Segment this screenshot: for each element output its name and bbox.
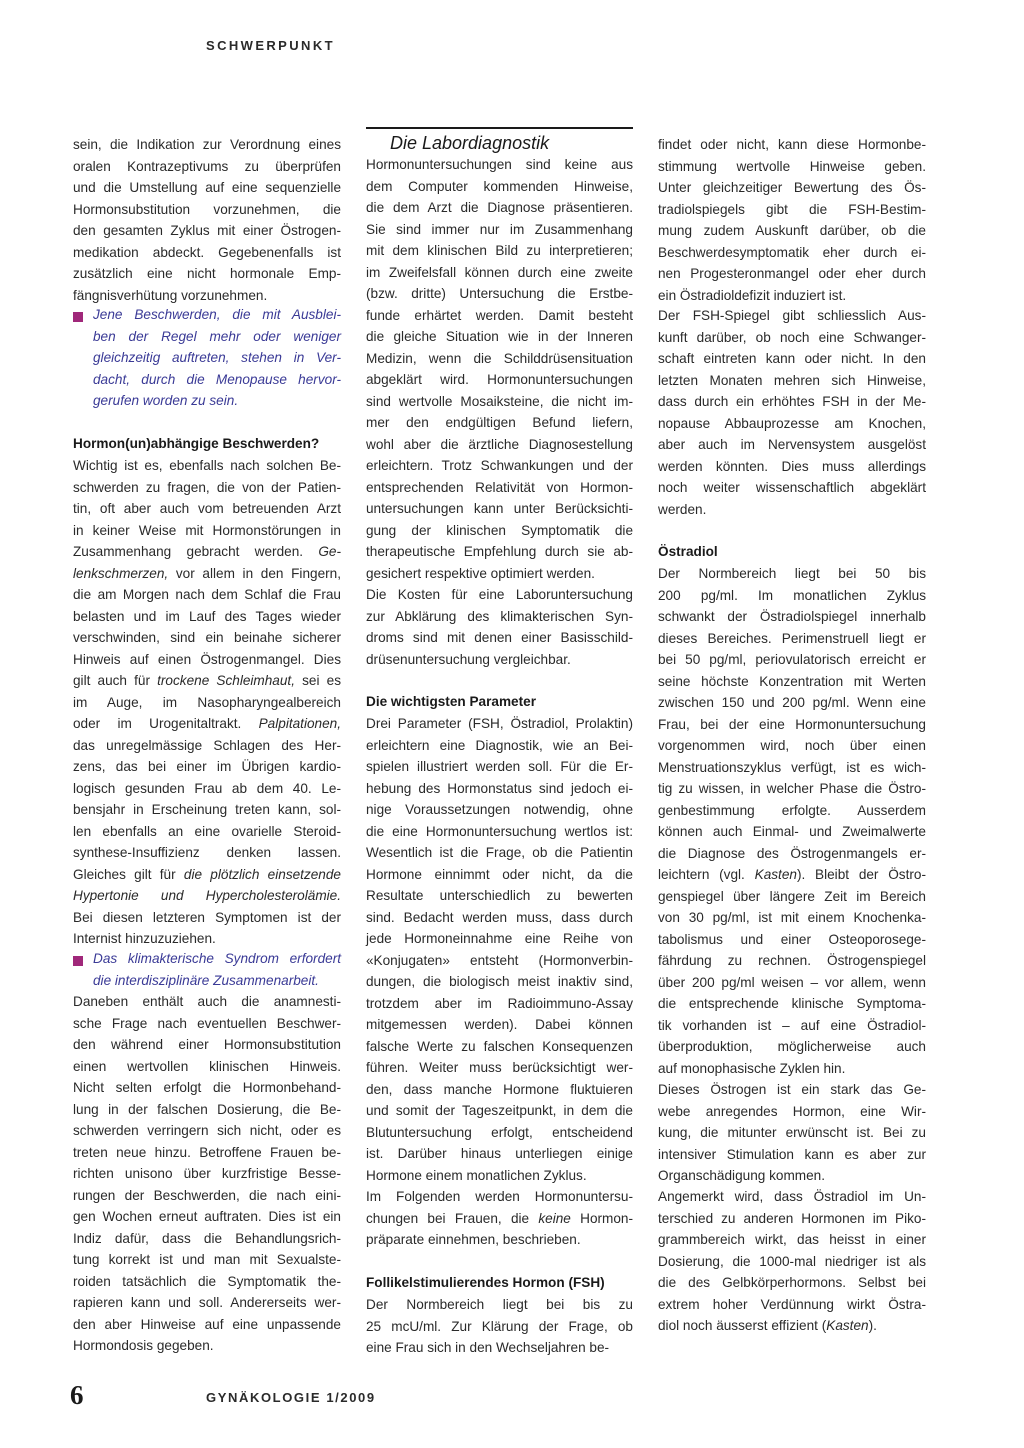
- column1-para2-line: gilt auch für trockene Schleimhaut, sei es: [73, 673, 341, 688]
- column1-para3-line: rapieren kann und soll. Andererseits wer-: [73, 1295, 341, 1310]
- column2-heading: Follikelstimulierendes Hormon (FSH): [366, 1275, 605, 1290]
- column3-para3-line: dieses Bereiches. Perimenstruell liegt er: [658, 630, 926, 646]
- column2-para5-line: Der Normbereich liegt bei bis zu: [366, 1297, 633, 1312]
- column2-para1-line: sind wertvolle Mosaiksteine, die nicht im-: [366, 393, 633, 409]
- column3-para3-line: die entsprechende klinische Symptoma-: [658, 996, 926, 1011]
- column2-para3-line: hebung des Hormonstatus sind jedoch ei-: [366, 780, 633, 796]
- column1-para1-line: sein, die Indikation zur Verordnung eines: [73, 137, 341, 152]
- column1-para2-line: len ebenfalls an eine ovarielle Steroid-: [73, 823, 341, 839]
- column1-para3-line: sche Frage nach eventuellen Beschwer-: [73, 1015, 341, 1031]
- column3-para3-line: genspiegel über längere Zeit im Bereich: [658, 888, 926, 904]
- column3-para3-line: können auch Einmal- und Zweimalwerte: [658, 824, 926, 839]
- column2-para1-line: die dem Arzt die Diagnose präsentieren.: [366, 200, 633, 215]
- column2-para2-line: Die Kosten für eine Laboruntersuchung: [366, 587, 633, 602]
- column1-para1-line: und die Umstellung auf eine sequenzielle: [73, 180, 341, 195]
- column3-para1-line: tradiolspiegels gibt die FSH-Bestim-: [658, 201, 926, 217]
- column3-para3-line: Frau, bei der eine Hormonuntersuchung: [658, 716, 926, 732]
- column2-para3-line: sind. Bedacht werden muss, dass durch: [366, 909, 633, 925]
- column3-para4-line: webe anregendes Hormon, eine Wir-: [658, 1103, 926, 1119]
- column1-para2-line: Hypertonie und Hypercholesterolämie.: [73, 888, 341, 903]
- column2-para3-line: falsche Werte zu falschen Konsequenzen: [366, 1038, 633, 1054]
- column3-para5-line: terschied zu anderen Hormonen im Piko-: [658, 1210, 926, 1226]
- column2-para3-line: dungen, die biologisch meist inaktiv sind,: [366, 974, 633, 989]
- column2-para3-line: Blutuntersuchung erfolgt, entscheidend: [366, 1124, 633, 1140]
- column3-para4-line: intensiver Stimulation kann es aber zur: [658, 1146, 926, 1162]
- column1-para2-line: Bei diesen letzteren Symptomen ist der: [73, 909, 341, 925]
- column2-para3-line: «Konjugaten» entsteht (Hormonverbin-: [366, 952, 633, 968]
- column3-para1-line: ein Östradioldefizit induziert ist.: [658, 287, 847, 303]
- column2-para1-line: erleichtern. Trotz Schwankungen und der: [366, 458, 633, 473]
- column3-para2-line: letzten Monaten mehren sich Hinweise,: [658, 372, 926, 388]
- column2-para5-line: eine Frau sich in den Wechseljahren be-: [366, 1340, 610, 1355]
- column3-para3-line: schwankt der Östradiolspiegel innerhalb: [658, 609, 926, 624]
- column1-para2-line: zens, das bei einer im Übrigen kardio-: [73, 759, 341, 774]
- column2-para1-line: mit dem klinischen Bild zu interpretieren;: [366, 243, 633, 258]
- column3-para1-line: findet oder nicht, kann diese Hormonbe-: [658, 137, 926, 152]
- column2-para3-line: die eine Hormonuntersuchung wertlos ist:: [366, 823, 633, 839]
- column1-highlight2-line: die interdisziplinäre Zusammenarbeit.: [93, 972, 319, 988]
- column3-para2-line: nopause Abbauprozesse am Knochen,: [658, 415, 926, 431]
- column2-para1-line: im Zweifelsfall können durch eine zweite: [366, 264, 633, 280]
- column3-para1-line: nen Progesteronmangel oder eher durch: [658, 266, 926, 281]
- column1-para2-line: tin, oft aber auch vom betreuenden Arzt: [73, 501, 341, 516]
- column2-para3-line: spielen illustriert werden soll. Für die Er-: [366, 759, 633, 774]
- journal-footer: GYNÄKOLOGIE 1/2009: [206, 1390, 376, 1405]
- column2-para1-line: gung der klinischen Symptomatik die: [366, 522, 633, 538]
- column2-para3-line: erleichtern eine Diagnostik, wie an Bei-: [366, 737, 633, 753]
- column3-para3-line: genbestimmung erfolgte. Ausserdem: [658, 802, 926, 818]
- column3-para1-line: stimmung wertvolle Hinweise geben.: [658, 158, 926, 174]
- column2-para1-line: therapeutische Empfehlung durch sie ab-: [366, 544, 633, 559]
- column3-para3-line: tabolismus und einer Osteoporosege-: [658, 931, 926, 947]
- column2-para3-line: Resultate unterschiedlich zu bewerten: [366, 888, 633, 903]
- column1-para2-line: bensjahr in Erscheinung treten kann, sol-: [73, 802, 341, 817]
- column2-para3-line: trotzdem aber im Radioimmuno-Assay: [366, 995, 633, 1011]
- column1-para2-line: logisch gesunden Frau ab dem 40. Le-: [73, 780, 341, 796]
- column3-heading: Östradiol: [658, 544, 718, 559]
- column1-para2-line: die am Morgen nach dem Schlaf die Frau: [73, 587, 341, 602]
- column3-para5-line: extrem hoher Verdünnung wirkt Östra-: [658, 1296, 926, 1312]
- column1-para2-line: Gleiches gilt für die plötzlich einsetzende: [73, 866, 341, 882]
- column1-para1-line: den gesamten Zyklus mit einer Östrogen-: [73, 223, 341, 238]
- column2-para4-line: chungen bei Frauen, die keine Hormon-: [366, 1210, 633, 1226]
- column3-para3-line: tik vorhanden ist – auf eine Östradiol-: [658, 1017, 926, 1033]
- column1-para3-line: den während einer Hormonsubstitution: [73, 1037, 341, 1052]
- column1-para3-line: Nicht selten erfolgt die Hormonbehand-: [73, 1080, 341, 1095]
- column1-para2-line: Hinweis auf einen Östrogenmangel. Dies: [73, 651, 341, 667]
- column2-para3-line: nige Voraussetzungen notwendig, ohne: [366, 802, 633, 817]
- column1-para1-line: oralen Kontrazeptivums zu überprüfen: [73, 158, 341, 174]
- column2-para1-line: gesichert respektive optimiert werden.: [366, 565, 595, 581]
- column1-para3-line: lung in der falschen Dosierung, die Be-: [73, 1101, 341, 1117]
- column1-para2-line: Internist hinzuzuziehen.: [73, 931, 216, 946]
- column3-para5-line: Dosierung, die 1000-mal niedriger ist als: [658, 1253, 926, 1269]
- column2-para1-line: wohl aber die ärztliche Diagnosestellung: [366, 436, 633, 452]
- column2-para3-line: Drei Parameter (FSH, Östradiol, Prolaktin): [366, 716, 633, 731]
- column1-para2-line: das unregelmässige Schlagen des Her-: [73, 737, 341, 753]
- column3-para3-line: zwischen 150 und 200 pg/ml. Wenn eine: [658, 695, 926, 710]
- section-title: Die Labordiagnostik: [390, 133, 550, 153]
- column1-para2-line: in keiner Weise mit Hormonstörungen in: [73, 522, 341, 538]
- column1-para3-line: einen wertvollen klinischen Hinweis.: [73, 1058, 341, 1074]
- column3-para1-line: mung zudem Auskunft darüber, ob die: [658, 223, 926, 238]
- column1-para2-line: belasten und im Lauf des Tages wieder: [73, 608, 341, 624]
- column2-heading: Die wichtigsten Parameter: [366, 694, 536, 709]
- column2-para1-line: mer den endgültigen Befund liefern,: [366, 415, 633, 430]
- column2-para2-line: droms sind mit denen einer Basisschild-: [366, 630, 633, 645]
- column1-para1-line: medikation abdeckt. Gegebenenfalls ist: [73, 244, 341, 260]
- column3-para5-line: grammbereich wirkt, das heisst in einer: [658, 1232, 926, 1247]
- column1-para3-line: treten neue hinzu. Betroffene Frauen be-: [73, 1144, 341, 1160]
- column3-para3-line: leichtern (vgl. Kasten). Bleibt der Östro-: [658, 867, 926, 882]
- column1-para2-line: Zusammenhang gebracht werden. Ge-: [73, 544, 341, 559]
- column2-para1-line: Medizin, wenn die Schilddrüsensituation: [366, 350, 633, 366]
- column2-para1-line: Sie sind immer nur im Zusammenhang: [366, 221, 633, 237]
- column3-para2-line: Der FSH-Spiegel gibt schliesslich Aus-: [658, 308, 926, 323]
- column3-para3-line: von 30 pg/ml, ist mit einem Knochenka-: [658, 910, 926, 925]
- column2-para1-line: funde erhärtet werden. Damit besteht: [366, 307, 633, 323]
- bullet-square-icon: [73, 312, 83, 322]
- column1-para3-line: den aber Hinweise auf eine unpassende: [73, 1316, 341, 1332]
- column2-para1-line: dem Computer kommenden Hinweise,: [366, 178, 633, 194]
- running-head: SCHWERPUNKT: [206, 38, 335, 53]
- column2-para1-line: untersuchungen kann unter Berücksichti-: [366, 501, 633, 516]
- column2-para1-line: die gleiche Situation wie in der Inneren: [366, 329, 633, 344]
- column3-para3-line: Menstruationszyklus verfügt, ist es wich-: [658, 759, 926, 775]
- column3-para3-line: 200 pg/ml. Im monatlichen Zyklus: [658, 587, 926, 603]
- column1-highlight1-line: gerufen worden zu sein.: [93, 393, 239, 408]
- column1-para2-line: lenkschmerzen, vor allem in den Fingern,: [73, 565, 341, 581]
- column1-highlight1-line: gleichzeitig auftreten, stehen in Ver-: [93, 350, 341, 365]
- column3-para2-line: werden.: [658, 501, 707, 517]
- column2-para1-line: entsprechenden Relativität von Hormon-: [366, 479, 633, 495]
- column3-para3-line: seine höchste Konzentration mit Werten: [658, 673, 926, 689]
- column3-para3-line: tig zu wissen, in welcher Phase die Östro-: [658, 781, 926, 796]
- column1-para3-line: Daneben enthält auch die anamnesti-: [73, 994, 341, 1009]
- column2-para5-line: 25 mcU/ml. Zur Klärung der Frage, ob: [366, 1318, 633, 1334]
- column3-para5-line: Angemerkt wird, dass Östradiol im Un-: [658, 1189, 926, 1204]
- column1-para3-line: gen Wochen erneut auftraten. Dies ist ein: [73, 1209, 341, 1224]
- column1-para2-line: schwerden zu fragen, die von der Patien-: [73, 479, 341, 495]
- column3-para3-line: auf monophasische Zyklen hin.: [658, 1060, 846, 1076]
- column3-para3-line: über 200 pg/ml weisen – vor allem, wenn: [658, 974, 926, 990]
- column1-highlight1-line: ben der Regel mehr oder weniger: [93, 328, 341, 344]
- column2-para3-line: führen. Weiter muss berücksichtigt wer-: [366, 1060, 633, 1075]
- column1-para2-line: Wichtig ist es, ebenfalls nach solchen Be-: [73, 458, 341, 473]
- column1-highlight2-line: Das klimakterische Syndrom erfordert: [93, 951, 341, 966]
- column3-para3-line: überproduktion, möglicherweise auch: [658, 1039, 926, 1054]
- bullet-square-icon: [73, 956, 83, 966]
- column1-para1-line: Hormonsubstitution vorzunehmen, die: [73, 201, 341, 217]
- column2-para1-line: (bzw. dritte) Untersuchung die Erstbe-: [366, 286, 633, 301]
- column3-para3-line: die Diagnose des Östrogenmangels er-: [658, 845, 926, 861]
- column2-para3-line: jede Hormoneinnahme eine Reihe von: [366, 931, 633, 946]
- column2-para3-line: und somit der Tageszeitpunkt, in dem die: [366, 1103, 633, 1118]
- column2-para3-line: Hormone einnimmt oder nicht, da die: [366, 866, 633, 882]
- column2-para3-line: den, dass manche Hormone fluktuieren: [366, 1081, 633, 1097]
- column2-para3-line: ist. Darüber hinaus unterliegen einige: [366, 1146, 633, 1161]
- column3-para2-line: dass durch ein erhöhtes FSH in der Me-: [658, 394, 926, 409]
- column1-para3-line: Indiz dafür, dass die Behandlungsrich-: [73, 1230, 341, 1246]
- column3-para3-line: Der Normbereich liegt bei 50 bis: [658, 566, 926, 581]
- column3-para2-line: werden könnten. Dies muss allerdings: [658, 458, 926, 474]
- column2-para2-line: drüsenuntersuchung vergleichbar.: [366, 651, 571, 667]
- column2-para3-line: Hormone einem monatlichen Zyklus.: [366, 1167, 587, 1183]
- column1-para3-line: Hormondosis gegeben.: [73, 1338, 214, 1353]
- column1-para3-line: rungen der Beschwerden, die nach eini-: [73, 1187, 341, 1203]
- column2-para3-line: Wesentlich ist die Frage, ob die Patientin: [366, 845, 633, 860]
- column2-para1-line: Hormonuntersuchungen sind keine aus: [366, 157, 633, 172]
- column1-para1-line: zusätzlich eine nicht hormonale Emp-: [73, 266, 341, 281]
- column3-para2-line: kunft darüber, ob noch eine Schwanger-: [658, 329, 926, 345]
- column1-highlight1-line: Jene Beschwerden, die mit Ausblei-: [93, 307, 341, 322]
- column3-para5-line: die des Gelbkörperhormons. Selbst bei: [658, 1275, 926, 1290]
- column1-highlight1-line: dacht, durch die Menopause hervor-: [93, 371, 341, 387]
- column3-para2-line: aber auch im Nervensystem ausgelöst: [658, 437, 926, 452]
- column1-heading: Hormon(un)abhängige Beschwerden?: [73, 436, 320, 451]
- column2-para4-line: präparate einnehmen, beschrieben.: [366, 1232, 581, 1247]
- column1-para3-line: schwerden verringern sich nicht, oder es: [73, 1123, 341, 1138]
- column2-para4-line: Im Folgenden werden Hormonuntersu-: [366, 1189, 633, 1204]
- column1-para3-line: tung korrekt ist und man mit Sexualste-: [73, 1252, 341, 1267]
- column2-para2-line: zur Abklärung des klimakterischen Syn-: [366, 608, 633, 624]
- column1-para2-line: im Auge, im Nasopharyngealbereich: [73, 694, 341, 710]
- page-number: 6: [70, 1380, 84, 1410]
- column3-para3-line: bei 50 pg/ml, periovulatorisch erreicht er: [658, 652, 926, 667]
- column2-para1-line: abgeklärt wird. Hormonuntersuchungen: [366, 372, 633, 387]
- column3-para4-line: Organschädigung kommen.: [658, 1168, 825, 1183]
- column3-para4-line: Dieses Östrogen ist ein stark das Ge-: [658, 1082, 926, 1097]
- column3-para3-line: vorgenommen wird, noch über einen: [658, 738, 926, 753]
- column1-para2-line: verschwinden, sind ein beinahe sicherer: [73, 630, 341, 645]
- column3-para2-line: schaft eintreten kann oder nicht. In den: [658, 351, 926, 366]
- column3-para4-line: kung, die mitunter erwünscht ist. Bei zu: [658, 1125, 926, 1140]
- column3-para1-line: Unter gleichzeitiger Bewertung des Ös-: [658, 180, 926, 195]
- section-rule: [366, 127, 633, 129]
- column1-para2-line: oder im Urogenitaltrakt. Palpitationen,: [73, 716, 341, 731]
- column3-para2-line: noch weiter wissenschaftlich abgeklärt: [658, 480, 926, 495]
- column1-para3-line: roiden tatsächlich die Symptomatik the-: [73, 1273, 341, 1289]
- column1-para2-line: synthese-Insuffizienz denken lassen.: [73, 845, 341, 860]
- column3-para1-line: Beschwerdesymptomatik eher durch ei-: [658, 244, 926, 260]
- column1-para3-line: richten unisono über kurzfristige Besse-: [73, 1166, 341, 1181]
- column3-para5-line: diol noch äusserst effizient (Kasten).: [658, 1318, 877, 1333]
- column3-para3-line: fährdung zu rechnen. Östrogenspiegel: [658, 953, 926, 968]
- column1-para1-line: fängnisverhütung vorzunehmen.: [73, 287, 268, 303]
- column2-para3-line: mitgemessen werden). Dabei können: [366, 1017, 633, 1032]
